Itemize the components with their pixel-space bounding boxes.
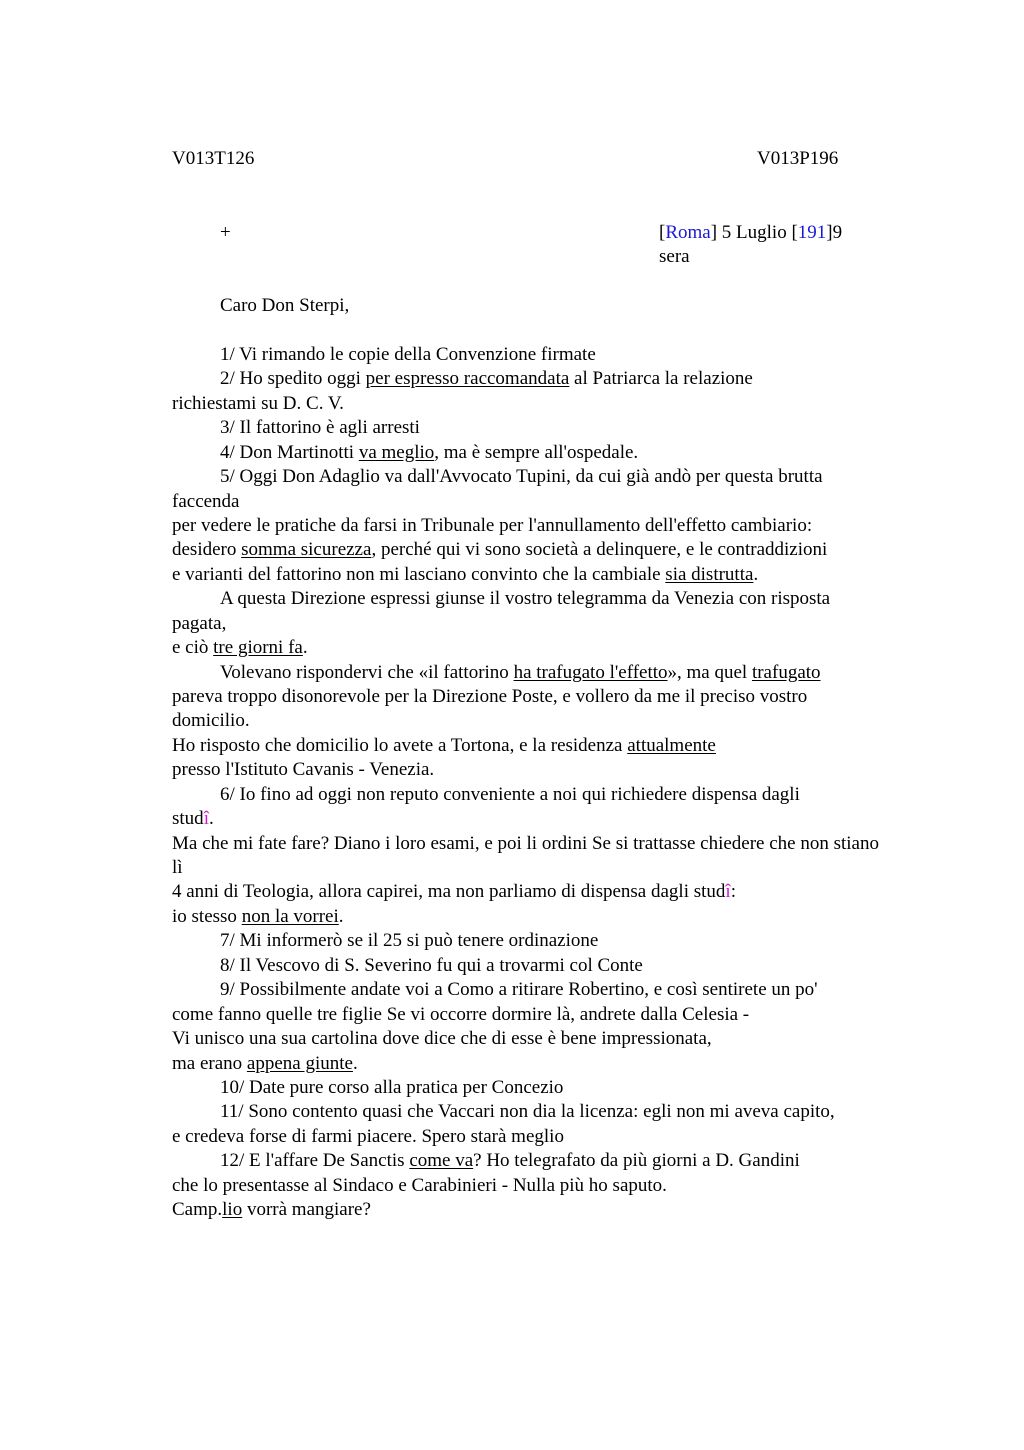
year-fragment: 191: [797, 222, 827, 243]
letter-line: lì: [172, 857, 183, 878]
letter-line: Camp.lio vorrà mangiare?: [172, 1199, 371, 1220]
letter-line: 12/ E l'affare De Sanctis come va? Ho telegrafato da più giorni a D. Gandini: [220, 1150, 800, 1171]
letter-line: Volevano rispondervi che «il fattorino ha trafugato l'effetto», ma quel trafugato: [220, 662, 821, 683]
letter-line: Ho risposto che domicilio lo avete a Tortona, e la residenza attualmente: [172, 735, 716, 756]
letter-line: come fanno quelle tre figlie Se vi occorre dormire là, andrete dalla Celesia -: [172, 1004, 750, 1025]
letter-line: 9/ Possibilmente andate voi a Como a ritirare Robertino, e così sentirete un po': [220, 979, 818, 1000]
dateline: [Roma] 5 Luglio [191]9: [659, 222, 843, 243]
document-code-right: V013P196: [757, 148, 839, 169]
letter-line: Vi unisco una sua cartolina dove dice che di esse è bene impressionata,: [172, 1028, 712, 1049]
letter-line: 4 anni di Teologia, allora capirei, ma non parliamo di dispensa dagli studî:: [172, 881, 736, 902]
letter-line: 11/ Sono contento quasi che Vaccari non dia la licenza: egli non mi aveva capito,: [220, 1101, 835, 1122]
dateline-time: sera: [659, 246, 690, 267]
place-name: Roma: [665, 222, 711, 243]
cross-mark: +: [220, 222, 231, 243]
letter-line: e varianti del fattorino non mi lasciano convinto che la cambiale sia distrutta.: [172, 564, 759, 585]
letter-line: Ma che mi fate fare? Diano i loro esami, e poi li ordini Se si trattasse chiedere che non stiano: [172, 833, 879, 854]
letter-line: 1/ Vi rimando le copie della Convenzione firmate: [220, 344, 596, 365]
letter-line: 7/ Mi informerò se il 25 si può tenere ordinazione: [220, 930, 599, 951]
letter-line: domicilio.: [172, 710, 250, 731]
salutation: Caro Don Sterpi,: [220, 295, 350, 316]
letter-line: pareva troppo disonorevole per la Direzione Poste, e vollero da me il preciso vostro: [172, 686, 808, 707]
letter-line: richiestami su D. C. V.: [172, 393, 344, 414]
letter-line: faccenda: [172, 491, 240, 512]
letter-line: 4/ Don Martinotti va meglio, ma è sempre all'ospedale.: [220, 442, 639, 463]
letter-line: A questa Direzione espressi giunse il vostro telegramma da Venezia con risposta: [220, 588, 831, 609]
letter-line: 2/ Ho spedito oggi per espresso raccomandata al Patriarca la relazione: [220, 368, 753, 389]
letter-line: e credeva forse di farmi piacere. Spero starà meglio: [172, 1126, 564, 1147]
letter-line: presso l'Istituto Cavanis - Venezia.: [172, 759, 435, 780]
letter-line: 8/ Il Vescovo di S. Severino fu qui a trovarmi col Conte: [220, 955, 643, 976]
letter-line: 10/ Date pure corso alla pratica per Concezio: [220, 1077, 564, 1098]
letter-line: ma erano appena giunte.: [172, 1053, 358, 1074]
letter-line: 5/ Oggi Don Adaglio va dall'Avvocato Tupini, da cui già andò per questa brutta: [220, 466, 823, 487]
letter-line: desidero somma sicurezza, perché qui vi sono società a delinquere, e le contraddizioni: [172, 539, 828, 560]
letter-line: pagata,: [172, 613, 227, 634]
letter-line: per vedere le pratiche da farsi in Tribunale per l'annullamento dell'effetto cambiario:: [172, 515, 813, 536]
letter-line: 6/ Io fino ad oggi non reputo conveniente a noi qui richiedere dispensa dagli: [220, 784, 800, 805]
letter-line: che lo presentasse al Sindaco e Carabinieri - Nulla più ho saputo.: [172, 1175, 667, 1196]
letter-line: studî.: [172, 808, 214, 829]
document-code-left: V013T126: [172, 148, 255, 169]
letter-line: e ciò tre giorni fa.: [172, 637, 308, 658]
letter-line: 3/ Il fattorino è agli arresti: [220, 417, 420, 438]
letter-line: io stesso non la vorrei.: [172, 906, 344, 927]
